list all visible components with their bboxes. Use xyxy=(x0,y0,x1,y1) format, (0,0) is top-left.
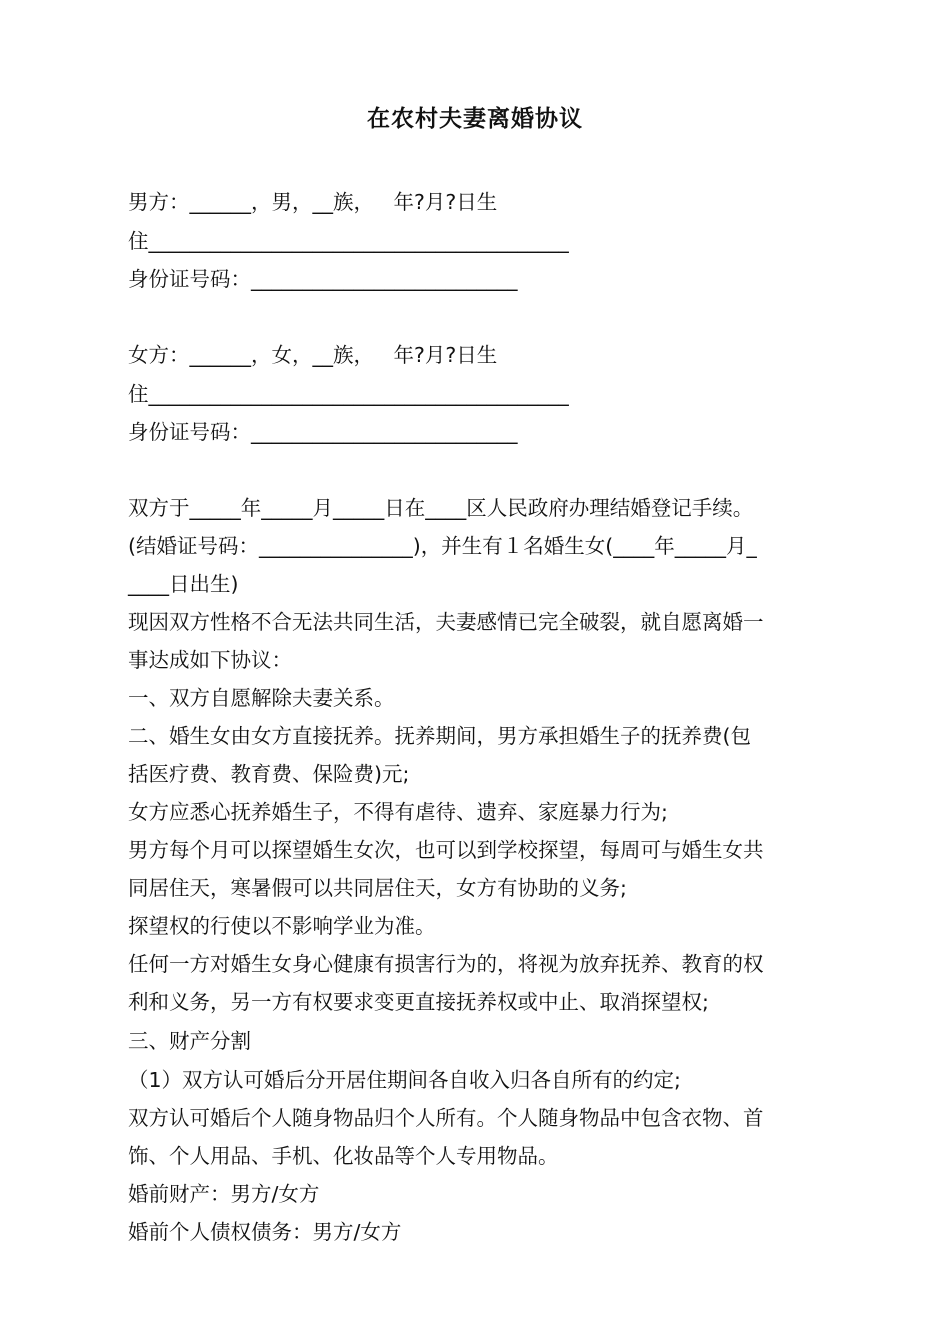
paragraph-line: 双方于_____年_____月_____日在____区人民政府办理结婚登记手续。 xyxy=(128,496,754,520)
paragraph-line: 任何一方对婚生女身心健康有损害行为的，将视为放弃抚养、教育的权 xyxy=(128,952,764,976)
paragraph-line: 饰、个人用品、手机、化妆品等个人专用物品。 xyxy=(128,1144,559,1168)
paragraph-line: 男方每个月可以探望婚生女次，也可以到学校探望，每周可与婚生女共 xyxy=(128,838,764,862)
male-id-line: 身份证号码：__________________________ xyxy=(128,267,518,291)
paragraph-line: ____日出生) xyxy=(128,572,239,596)
paragraph-line: 括医疗费、教育费、保险费)元; xyxy=(128,762,410,786)
paragraph-line: 婚前个人债权债务：男方/女方 xyxy=(128,1220,402,1244)
paragraph-line: 婚前财产：男方/女方 xyxy=(128,1182,320,1206)
female-id-line: 身份证号码：__________________________ xyxy=(128,420,518,444)
female-party-line: 女方：______，女，__族， 年?月?日生 xyxy=(128,343,498,367)
clause-heading: 一、双方自愿解除夫妻关系。 xyxy=(128,686,395,710)
clause-heading: 三、财产分割 xyxy=(128,1029,251,1053)
clause-heading: 二、婚生女由女方直接抚养。抚养期间，男方承担婚生子的抚养费(包 xyxy=(128,724,751,748)
paragraph-line: 事达成如下协议： xyxy=(128,648,292,672)
female-address-line: 住_________________________________________ xyxy=(128,382,569,406)
male-party-line: 男方：______，男，__族， 年?月?日生 xyxy=(128,190,498,214)
paragraph-line: 探望权的行使以不影响学业为准。 xyxy=(128,914,436,938)
paragraph-line: 双方认可婚后个人随身物品归个人所有。个人随身物品中包含衣物、首 xyxy=(128,1106,764,1130)
male-address-line: 住_________________________________________ xyxy=(128,229,569,253)
paragraph-line: 女方应悉心抚养婚生子，不得有虐待、遗弃、家庭暴力行为; xyxy=(128,800,668,824)
paragraph-line: 同居住天，寒暑假可以共同居住天，女方有协助的义务; xyxy=(128,876,627,900)
paragraph-line: (结婚证号码：_______________)，并生有１名婚生女(____年_____月_ xyxy=(128,534,757,558)
paragraph-line: 现因双方性格不合无法共同生活，夫妻感情已完全破裂，就自愿离婚一 xyxy=(128,610,764,634)
paragraph-line: 利和义务，另一方有权要求变更直接抚养权或中止、取消探望权; xyxy=(128,990,709,1014)
document-title: 在农村夫妻离婚协议 xyxy=(367,106,583,132)
paragraph-line: （1）双方认可婚后分开居住期间各自收入归各自所有的约定; xyxy=(128,1068,681,1092)
